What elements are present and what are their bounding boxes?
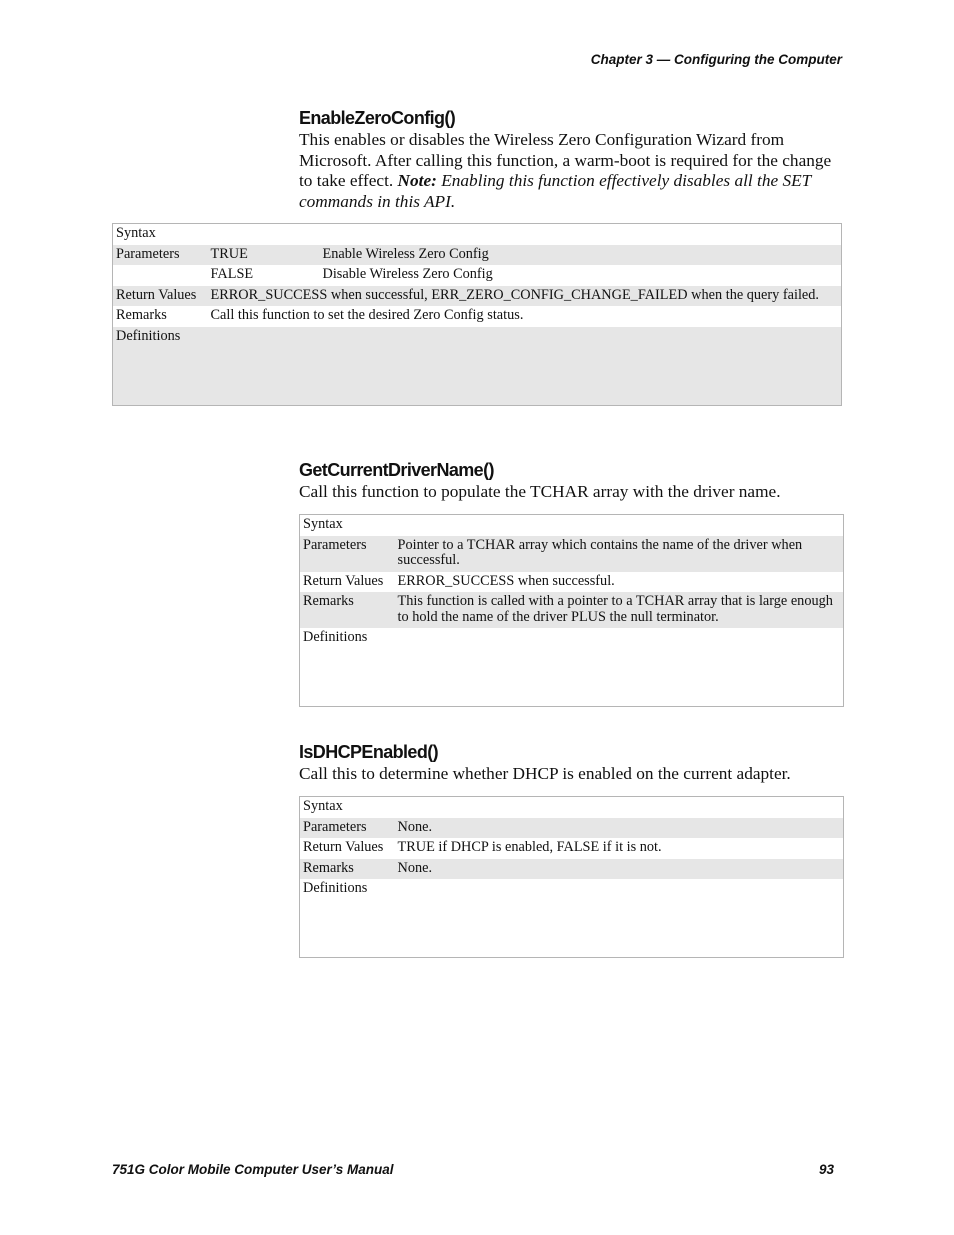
description-text: This enables or disables the Wireless Zero Configuration Wizard from Microsoft. After calling this function, a warm-boot is required for the change to take effect. (299, 130, 832, 190)
definitions-row (300, 628, 844, 707)
return-values-value: TRUE if DHCP is enabled, FALSE if it is not. (397, 839, 662, 855)
parameters-label: Parameters (300, 818, 395, 839)
remarks-label: Remarks (300, 859, 395, 880)
remarks-row (300, 592, 844, 628)
return-values-value: ERROR_SUCCESS when successful, ERR_ZERO_CONFIG_CHANGE_FAILED when the query failed. (208, 286, 842, 307)
return-values-row (300, 838, 844, 859)
syntax-label: Syntax (303, 798, 343, 814)
api-table-enablezeroconfig (112, 223, 842, 406)
footer-page-number: 93 (819, 1162, 835, 1177)
remarks-row (300, 859, 844, 880)
parameters-value: Pointer to a TCHAR array which contains the name of the driver when successful. (395, 536, 844, 572)
section-title-getcurrentdrivername: GetCurrentDriverName() (299, 460, 494, 480)
section-description-getcurrentdrivername: Call this function to populate the TCHAR array with the driver name. (299, 482, 781, 501)
parameters-row (113, 265, 842, 286)
definitions-label: Definitions (303, 629, 368, 645)
remarks-label: Remarks (300, 592, 395, 628)
note-label: Note: (397, 171, 437, 190)
chapter-header: Chapter 3 — Configuring the Computer (590, 52, 842, 67)
parameters-row (300, 536, 844, 572)
parameters-row (113, 245, 842, 266)
param-name-true: TRUE (208, 245, 320, 266)
parameters-label-empty (113, 265, 208, 286)
definitions-label: Definitions (303, 880, 368, 896)
parameters-value: None. (395, 818, 844, 839)
return-values-label: Return Values (303, 572, 384, 589)
definitions-row (300, 879, 844, 958)
return-values-label: Return Values (113, 286, 208, 307)
syntax-row (113, 224, 842, 245)
api-table-getcurrentdrivername (299, 514, 844, 707)
param-desc-true: Enable Wireless Zero Config (320, 245, 842, 266)
remarks-value: None. (395, 859, 844, 880)
syntax-row (300, 515, 844, 536)
param-name-false: FALSE (210, 266, 254, 282)
return-values-value: ERROR_SUCCESS when successful. (397, 572, 615, 589)
definitions-row (113, 327, 842, 406)
remarks-value: This function is called with a pointer to a TCHAR array that is large enough to hold the name of the driver PLUS the null terminator. (395, 592, 844, 628)
return-values-row (113, 286, 842, 307)
footer-manual-title: 751G Color Mobile Computer User’s Manual (112, 1162, 394, 1177)
parameters-label: Parameters (113, 245, 208, 266)
definitions-label: Definitions (113, 327, 842, 406)
param-desc-false: Disable Wireless Zero Config (322, 266, 493, 282)
return-values-label: Return Values (303, 839, 384, 855)
syntax-label: Syntax (303, 516, 343, 532)
section-title-enablezeroconfig: EnableZeroConfig() (299, 108, 456, 128)
note-text: Enabling this function effectively disables all the SET commands in this API. (299, 171, 811, 211)
syntax-label: Syntax (116, 225, 156, 241)
remarks-label: Remarks (116, 307, 167, 323)
remarks-value: Call this function to set the desired Zero Config status. (210, 307, 524, 323)
parameters-label: Parameters (300, 536, 395, 572)
section-title-isdhcpenabled: IsDHCPEnabled() (299, 742, 439, 762)
syntax-row (300, 797, 844, 818)
section-description-isdhcpenabled: Call this to determine whether DHCP is enabled on the current adapter. (299, 764, 791, 783)
return-values-row (300, 572, 844, 593)
section-description-enablezeroconfig (299, 130, 839, 212)
api-table-isdhcpenabled (299, 796, 844, 958)
remarks-row (113, 306, 842, 327)
parameters-row (300, 818, 844, 839)
